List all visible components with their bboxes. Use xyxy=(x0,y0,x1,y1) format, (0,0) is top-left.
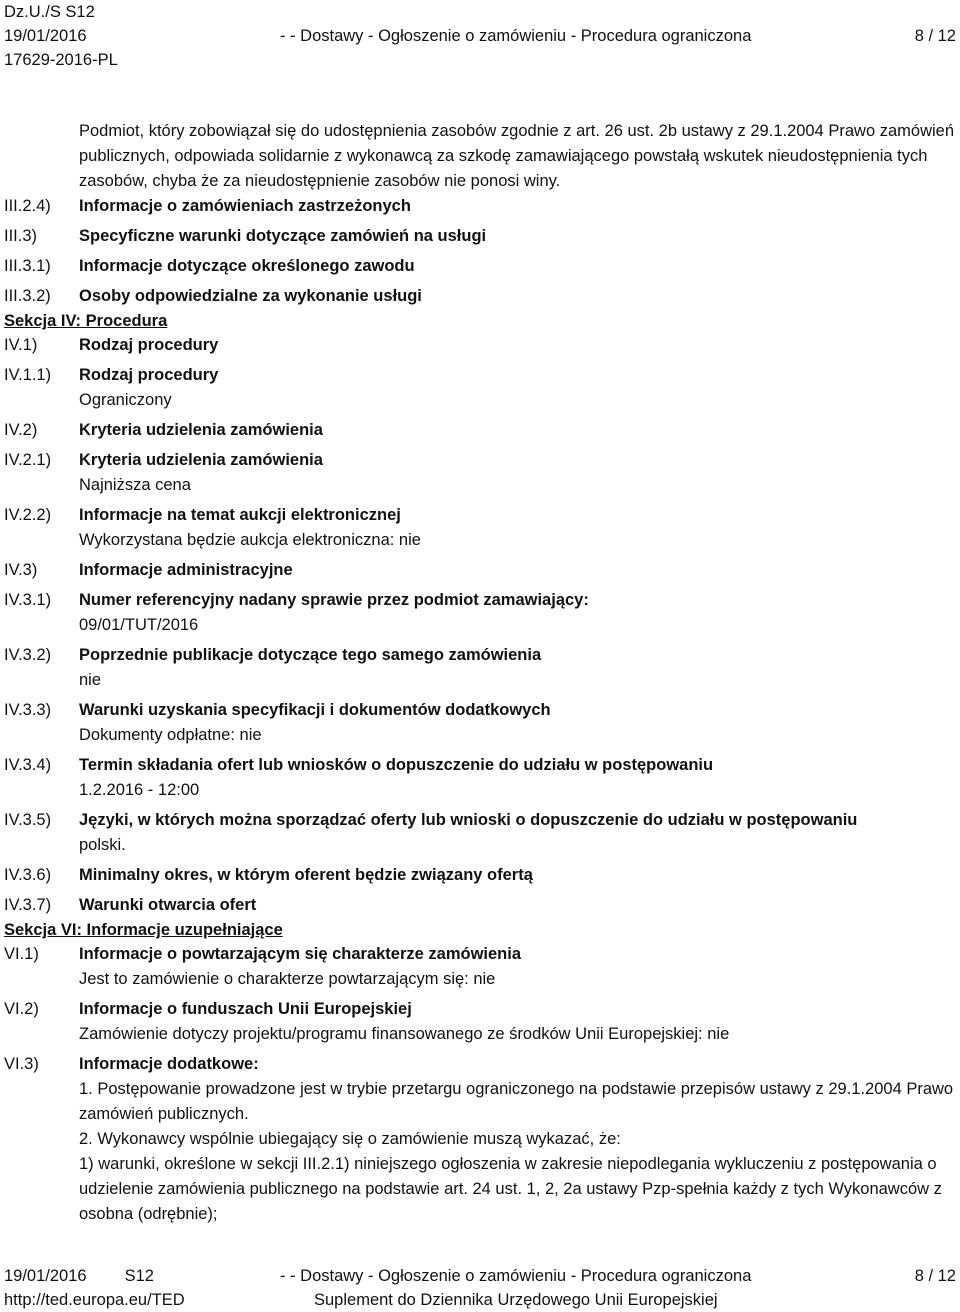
item-value: 09/01/TUT/2016 xyxy=(79,616,199,634)
item-value: Jest to zamówienie o charakterze powtarzającym się: nie xyxy=(79,970,496,988)
item-body xyxy=(79,503,956,553)
item-number: IV.3.2) xyxy=(4,646,52,664)
item-title: Rodzaj procedury xyxy=(79,336,219,354)
item-body xyxy=(79,942,956,992)
item-number: IV.2.1) xyxy=(4,451,52,469)
item-number: IV.2) xyxy=(4,421,38,439)
item-title: Informacje dodatkowe: xyxy=(79,1055,259,1073)
item-number: VI.3) xyxy=(4,1055,39,1073)
item-number: IV.3.4) xyxy=(4,756,52,774)
section-item xyxy=(4,808,956,858)
item-number: IV.2.2) xyxy=(4,506,52,524)
section-item xyxy=(4,194,956,219)
item-value: Wykorzystana będzie aukcja elektroniczna: nie xyxy=(79,531,421,549)
item-body xyxy=(79,808,956,858)
item-number: III.3) xyxy=(4,227,38,245)
item-value: Najniższa cena xyxy=(79,476,191,494)
section-item xyxy=(4,997,956,1047)
item-title: Termin składania ofert lub wniosków o dopuszczenie do udziału w postępowaniu xyxy=(79,756,714,774)
section-item xyxy=(4,363,956,413)
item-title: Informacje o funduszach Unii Europejskiej xyxy=(79,1000,412,1018)
section-item xyxy=(4,254,956,279)
item-number: IV.3.1) xyxy=(4,591,52,609)
item-title: Specyficzne warunki dotyczące zamówień na usługi xyxy=(79,227,487,245)
item-title: Informacje o powtarzającym się charakterze zamówienia xyxy=(79,945,522,963)
section-item xyxy=(4,1052,956,1077)
footer-page-number: 8 / 12 xyxy=(914,1267,956,1285)
item-number: IV.1.1) xyxy=(4,366,52,384)
footer-series: S12 xyxy=(124,1267,154,1285)
item-title: Numer referencyjny nadany sprawie przez podmiot zamawiający: xyxy=(79,591,589,609)
item-title: Języki, w których można sporządzać oferty lub wnioski o dopuszczenie do udziału w postępowaniu xyxy=(79,811,858,829)
item-body xyxy=(79,363,956,413)
header-document-id: 17629-2016-PL xyxy=(4,51,118,69)
section-item xyxy=(4,284,956,309)
section-item xyxy=(4,448,956,498)
item-value: polski. xyxy=(79,836,126,854)
section6-heading: Sekcja VI: Informacje uzupełniające xyxy=(4,921,283,939)
item-title: Informacje na temat aukcji elektronicznej xyxy=(79,506,401,524)
section6-items xyxy=(4,942,956,1077)
item-number: IV.3.6) xyxy=(4,866,52,884)
item-title: Osoby odpowiedzialne za wykonanie usługi xyxy=(79,287,422,305)
additional-info-line: 1) warunki, określone w sekcji III.2.1) niniejszego ogłoszenia w zakresie niepodlegania wykluczeniu z postępowania o udzielenie zamówienia publicznego na podstawie art. 24 ust. 1, 2, 2a ustawy Pzp-spełnia każdy z tych Wykonawców z osobna (odrębnie); xyxy=(79,1155,942,1223)
item-number: IV.3.3) xyxy=(4,701,52,719)
section-item xyxy=(4,753,956,803)
item-body xyxy=(79,893,956,918)
section-item xyxy=(4,698,956,748)
item-body xyxy=(79,753,956,803)
item-number: III.3.1) xyxy=(4,257,51,275)
journal-reference: Dz.U./S S12 xyxy=(4,3,95,21)
item-title: Kryteria udzielenia zamówienia xyxy=(79,421,323,439)
item-body xyxy=(79,997,956,1047)
footer-notice-type: - - Dostawy - Ogłoszenie o zamówieniu - Procedura ograniczona xyxy=(280,1267,752,1285)
item-number: IV.1) xyxy=(4,336,38,354)
footer-supplement: Suplement do Dziennika Urzędowego Unii Europejskiej xyxy=(314,1291,718,1309)
section-item xyxy=(4,863,956,888)
item-title: Poprzednie publikacje dotyczące tego samego zamówienia xyxy=(79,646,542,664)
footer-date-series xyxy=(4,1264,154,1288)
header-notice-type: - - Dostawy - Ogłoszenie o zamówieniu - Procedura ograniczona xyxy=(280,27,752,45)
additional-info-line: 2. Wykonawcy wspólnie ubiegający się o zamówienie muszą wykazać, że: xyxy=(79,1130,621,1148)
item-body xyxy=(79,448,956,498)
additional-information xyxy=(4,1077,956,1227)
section-item xyxy=(4,942,956,992)
page-footer xyxy=(4,1264,956,1312)
header-date: 19/01/2016 xyxy=(4,27,87,45)
item-title: Rodzaj procedury xyxy=(79,366,219,384)
section-item xyxy=(4,503,956,553)
section-item xyxy=(4,643,956,693)
item-value: Zamówienie dotyczy projektu/programu finansowanego ze środków Unii Europejskiej: nie xyxy=(79,1025,730,1043)
item-title: Minimalny okres, w którym oferent będzie związany ofertą xyxy=(79,866,533,884)
continuation-text: Podmiot, który zobowiązał się do udostępnienia zasobów zgodnie z art. 26 ust. 2b ustawy z 29.1.2004 Prawo zamówień publicznych, odpowiada solidarnie z wykonawcą za szkodę zamawiającego powstałą wskutek nieudostępnienia tych zasobów, chyba że za nieudostępnienie zasobów nie ponosi winy. xyxy=(79,122,954,190)
section-item xyxy=(4,588,956,638)
item-title: Informacje o zamówieniach zastrzeżonych xyxy=(79,197,411,215)
item-number: III.3.2) xyxy=(4,287,51,305)
item-number: VI.1) xyxy=(4,945,39,963)
item-body xyxy=(79,333,956,358)
item-body xyxy=(79,1052,956,1077)
item-title: Kryteria udzielenia zamówienia xyxy=(79,451,323,469)
item-title: Warunki uzyskania specyfikacji i dokumentów dodatkowych xyxy=(79,701,551,719)
item-value: Dokumenty odpłatne: nie xyxy=(79,726,262,744)
item-title: Warunki otwarcia ofert xyxy=(79,896,257,914)
item-title: Informacje dotyczące określonego zawodu xyxy=(79,257,415,275)
section-item xyxy=(4,893,956,918)
footer-url-link[interactable]: http://ted.europa.eu/TED xyxy=(4,1291,185,1309)
item-number: IV.3) xyxy=(4,561,38,579)
notice-content xyxy=(4,119,956,1227)
additional-info-line: 1. Postępowanie prowadzone jest w trybie przetargu ograniczonego na podstawie przepisów ustawy z 29.1.2004 Prawo zamówień publicznych. xyxy=(79,1080,954,1123)
item-body xyxy=(79,558,956,583)
section-item xyxy=(4,333,956,358)
section-item xyxy=(4,558,956,583)
section-item xyxy=(4,418,956,443)
item-value: 1.2.2016 - 12:00 xyxy=(79,781,200,799)
section3-items xyxy=(4,194,956,309)
footer-date: 19/01/2016 xyxy=(4,1267,87,1285)
item-number: IV.3.7) xyxy=(4,896,52,914)
item-body xyxy=(79,588,956,638)
item-number: III.2.4) xyxy=(4,197,51,215)
section4-items xyxy=(4,333,956,918)
page-header xyxy=(4,0,956,72)
item-value: Ograniczony xyxy=(79,391,172,409)
item-body xyxy=(79,643,956,693)
item-body xyxy=(79,418,956,443)
item-body xyxy=(79,863,956,888)
item-number: IV.3.5) xyxy=(4,811,52,829)
section-item xyxy=(4,224,956,249)
item-number: VI.2) xyxy=(4,1000,39,1018)
item-value: nie xyxy=(79,671,102,689)
section4-heading: Sekcja IV: Procedura xyxy=(4,312,168,330)
header-page-number: 8 / 12 xyxy=(914,27,956,45)
item-title: Informacje administracyjne xyxy=(79,561,293,579)
item-body xyxy=(79,698,956,748)
